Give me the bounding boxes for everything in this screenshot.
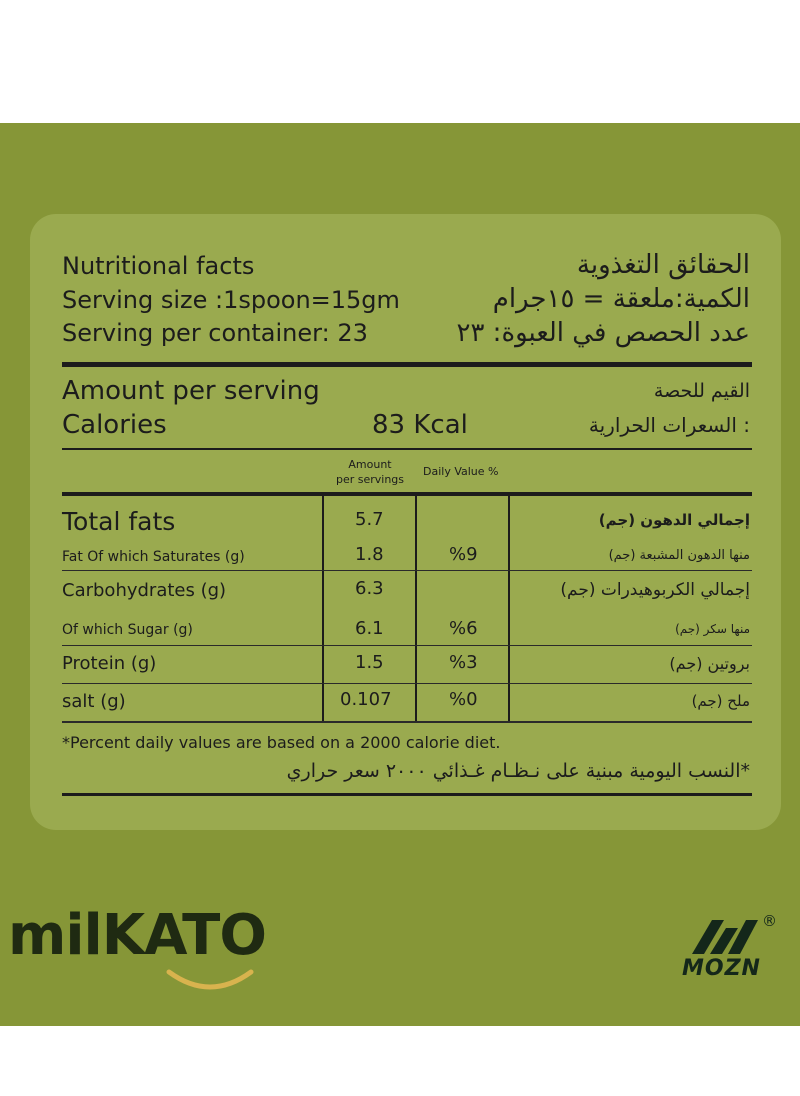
amount-label-en: Amount per serving bbox=[62, 376, 320, 406]
row-amount: 0.107 bbox=[340, 689, 392, 710]
row-amount: 1.5 bbox=[355, 652, 384, 673]
calories-label-ar: : السعرات الحرارية bbox=[588, 413, 750, 437]
row-daily-value: %0 bbox=[449, 689, 478, 710]
table-vline-1 bbox=[322, 496, 324, 722]
row-label-en: Fat Of which Saturates (g) bbox=[62, 549, 245, 565]
footnote-divider bbox=[62, 793, 752, 796]
row-label-en: Of which Sugar (g) bbox=[62, 622, 193, 638]
table-top-divider bbox=[62, 492, 752, 496]
title-ar: الحقائق التغذوية bbox=[576, 250, 750, 280]
row-amount: 6.3 bbox=[355, 578, 384, 599]
row-label-en: salt (g) bbox=[62, 691, 126, 712]
row-daily-value: %6 bbox=[449, 618, 478, 639]
col-header-daily-value: Daily Value % bbox=[423, 465, 499, 478]
row-amount: 5.7 bbox=[355, 509, 384, 530]
mozn-logo-text: MOZN bbox=[682, 956, 761, 981]
servings-ar: عدد الحصص في العبوة: ٢٣ bbox=[456, 318, 750, 348]
row-label-ar: منها سكر (جم) bbox=[675, 622, 750, 636]
col-header-amount: Amount per servings bbox=[335, 458, 405, 486]
title-en: Nutritional facts bbox=[62, 252, 255, 280]
table-bottom-divider bbox=[62, 721, 752, 723]
row-label-ar: بروتين (جم) bbox=[669, 654, 750, 673]
row-amount: 1.8 bbox=[355, 544, 384, 565]
row-separator bbox=[62, 645, 752, 646]
smile-logo-icon bbox=[165, 964, 255, 996]
servings-en: Serving per container: 23 bbox=[62, 319, 368, 347]
thick-divider bbox=[62, 362, 752, 367]
calories-value: 83 Kcal bbox=[372, 410, 468, 440]
serving-size-ar: الكمية:ملعقة = ١٥جرام bbox=[492, 284, 750, 314]
row-separator bbox=[62, 683, 752, 684]
mozn-mark-icon bbox=[690, 914, 760, 958]
row-label-en: Total fats bbox=[62, 507, 176, 536]
row-daily-value: %3 bbox=[449, 652, 478, 673]
row-daily-value: %9 bbox=[449, 544, 478, 565]
table-vline-3 bbox=[508, 496, 510, 722]
milkato-logo-text: milKATO bbox=[8, 903, 266, 968]
calories-divider bbox=[62, 448, 752, 450]
row-label-ar: إجمالي الدهون (جم) bbox=[598, 511, 750, 529]
row-amount: 6.1 bbox=[355, 618, 384, 639]
amount-label-ar: القيم للحصة bbox=[653, 380, 750, 402]
table-vline-2 bbox=[415, 496, 417, 722]
calories-label-en: Calories bbox=[62, 410, 167, 440]
row-label-ar: ملح (جم) bbox=[691, 692, 750, 710]
row-label-en: Protein (g) bbox=[62, 653, 157, 674]
row-label-ar: منها الدهون المشبعة (جم) bbox=[608, 548, 750, 563]
registered-mark: ® bbox=[762, 912, 777, 930]
row-label-ar: إجمالي الكربوهيدرات (جم) bbox=[560, 580, 750, 600]
row-label-en: Carbohydrates (g) bbox=[62, 580, 227, 601]
row-separator bbox=[62, 570, 752, 571]
serving-size-en: Serving size :1spoon=15gm bbox=[62, 286, 400, 314]
footnote-en: *Percent daily values are based on a 2000 calorie diet. bbox=[62, 733, 501, 752]
footnote-ar: *النسب اليومية مبنية على نـظـام غـذائي ٢٠٠٠ سعر حراري bbox=[286, 760, 750, 782]
